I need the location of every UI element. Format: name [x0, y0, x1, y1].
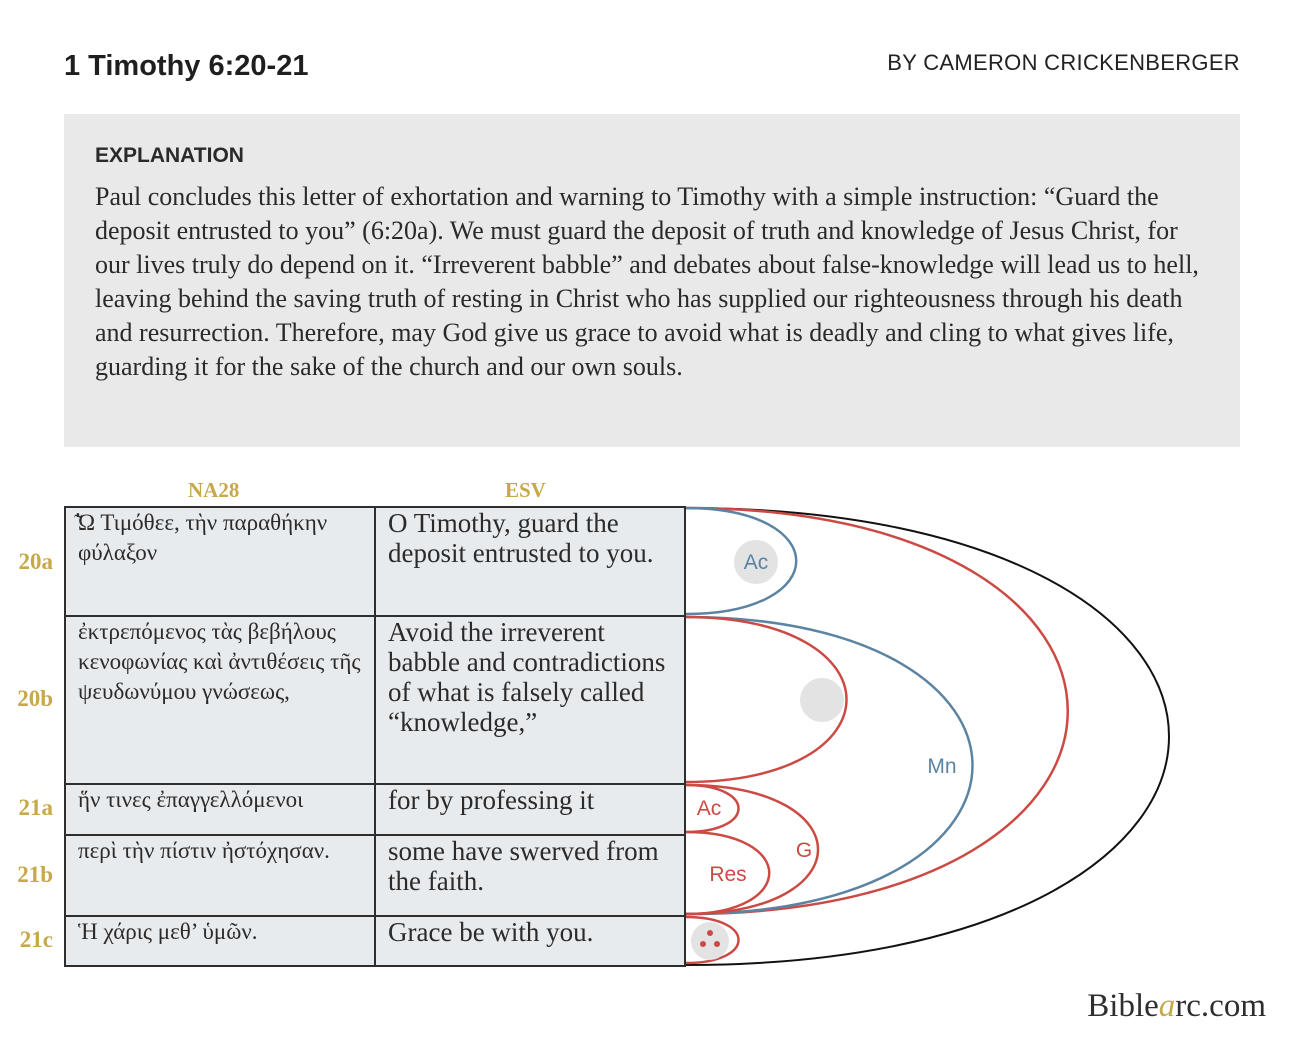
- verse-ref-21a: 21a: [18, 795, 53, 820]
- logo-mid: a: [1158, 988, 1176, 1024]
- arc-label-mn: Mn: [927, 755, 957, 778]
- arc-label-res: Res: [709, 863, 747, 886]
- greek-cell: Ἡ χάρις μεθ’ ὑμῶν.: [65, 916, 375, 966]
- greek-cell: ἐκτρεπόμενος τὰς βεβήλους κενοφωνίας καὶ ἀντιθέσεις τῆς ψευδωνύμου γνώσεως,: [65, 616, 375, 784]
- verse-ref-20a: 20a: [18, 549, 53, 574]
- site-logo: [1087, 988, 1266, 1025]
- arc-label-ac-top: Ac: [743, 551, 769, 574]
- english-cell: Grace be with you.: [375, 916, 685, 966]
- verse-ref-20b: 20b: [17, 686, 53, 711]
- logo-left: Bible: [1087, 988, 1159, 1024]
- verse-ref-21c: 21c: [19, 927, 53, 952]
- column-header-english: ESV: [505, 478, 546, 502]
- explanation-text: Paul concludes this letter of exhortation and warning to Timothy with a simple instruction: “Guard the deposit entrusted to you” (6:20a). We must guard the deposit of truth and knowledge of Jesus Christ, for our lives truly do depend on it. “Irreverent babble” and debates about false-knowledge will lead us to hell, leaving behind the saving truth of resting in Christ who has supplied our righteousness through his death and resurrection. Therefore, may God give us grace to avoid what is deadly and cling to what gives life, guarding it for the sake of the church and our own souls.: [95, 182, 1199, 381]
- english-cell: O Timothy, guard the deposit entrusted to you.: [375, 507, 685, 616]
- page-title: 1 Timothy 6:20-21: [64, 50, 309, 82]
- greek-cell: περὶ τὴν πίστιν ἠστόχησαν.: [65, 835, 375, 916]
- badge-circle-empty: [800, 678, 844, 722]
- explanation-heading: EXPLANATION: [95, 144, 244, 167]
- english-cell: Avoid the irreverent babble and contradictions of what is falsely called “knowledge,”: [375, 616, 685, 784]
- arc-label-ac-small: Ac: [696, 797, 722, 820]
- english-cell: some have swerved from the faith.: [375, 835, 685, 916]
- author-byline: BY CAMERON CRICKENBERGER: [887, 50, 1240, 75]
- dot-icon: [714, 941, 720, 947]
- trinity-badge: [691, 922, 729, 960]
- dot-icon: [707, 930, 713, 936]
- logo-right: rc.com: [1175, 988, 1266, 1024]
- greek-cell: ἥν τινες ἐπαγγελλόμενοι: [65, 784, 375, 835]
- dot-icon: [700, 941, 706, 947]
- english-cell: for by professing it: [375, 784, 685, 835]
- greek-cell: ̓͂Ω Τιμόθεε, τὴν παραθήκην φύλαξον: [65, 507, 375, 616]
- verse-ref-21b: 21b: [17, 862, 53, 887]
- column-header-greek: NA28: [188, 478, 240, 502]
- arc-label-g: G: [795, 839, 813, 862]
